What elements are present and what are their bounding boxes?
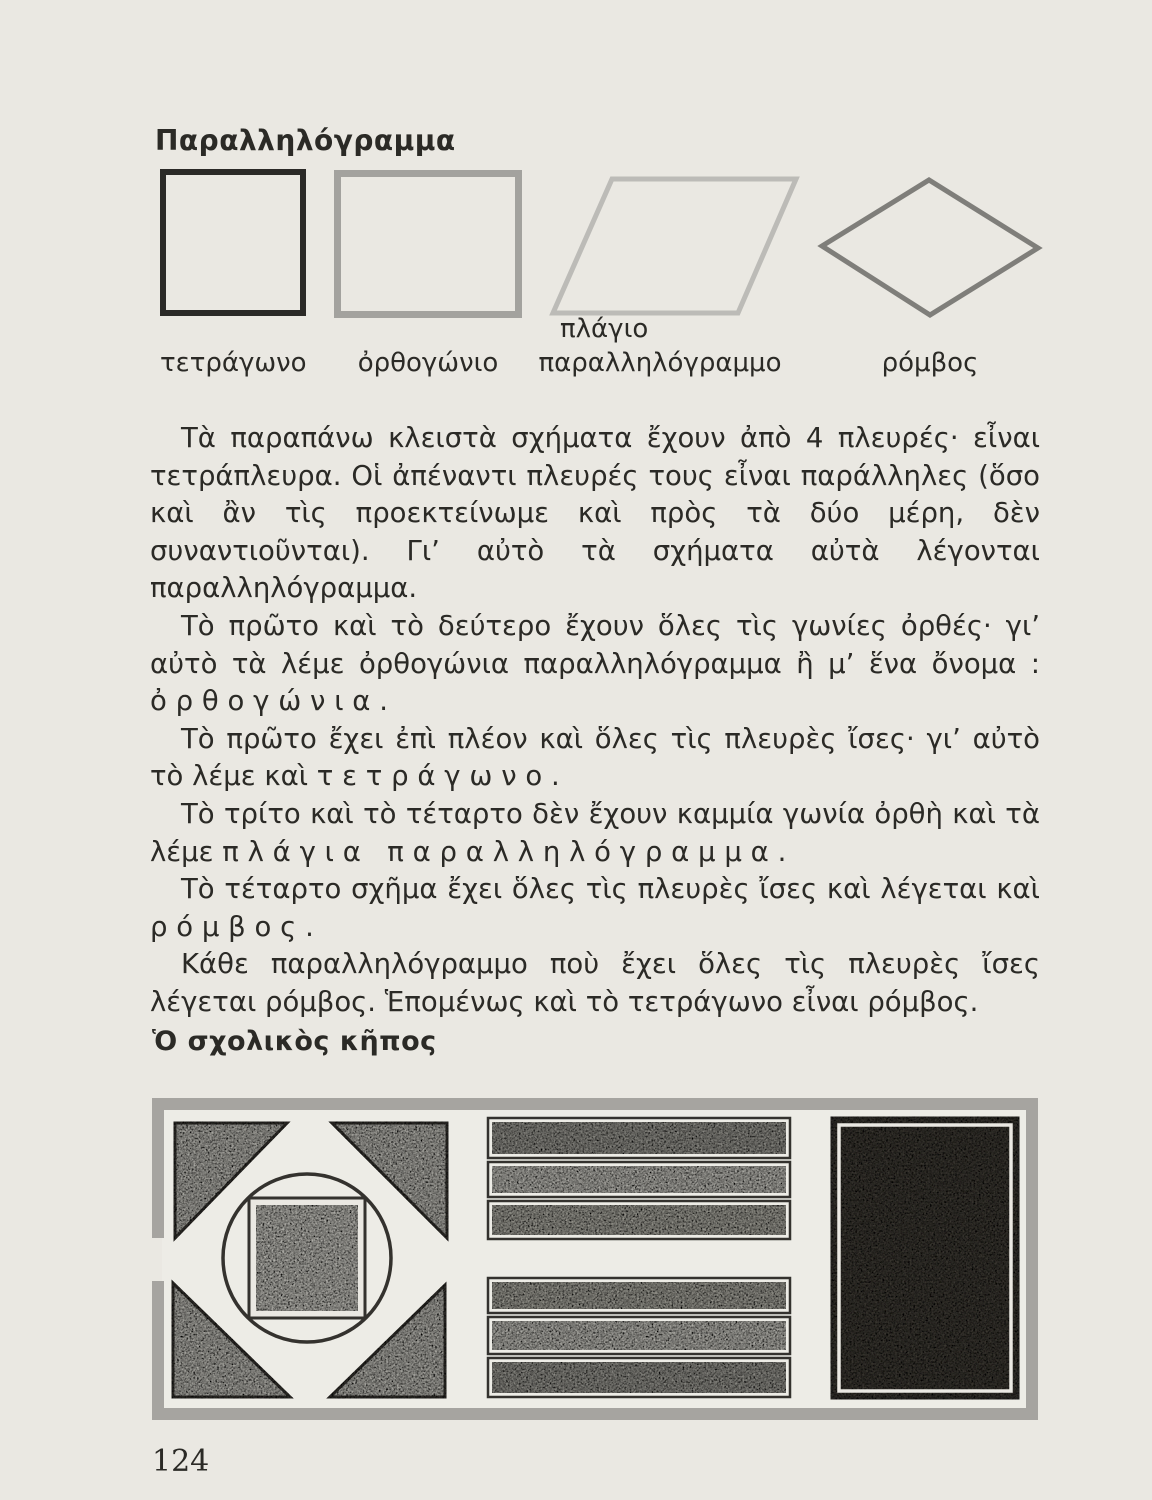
dark-plot [832,1118,1018,1398]
rhombus-label: ρόμβος [881,348,979,378]
rhombus-figure [817,175,1043,320]
parallelogram-outline [553,179,796,313]
garden-frame-top [152,1098,1038,1110]
square-outline [163,172,303,313]
paragraph [150,871,1040,946]
square-label: τετράγωνο [160,348,307,378]
emphasized-term: τετράγωνο [316,760,551,793]
paragraph [150,608,1040,721]
parallelogram-figure [548,175,800,317]
emphasized-term: πλάγια παραλληλόγραμμα [222,835,778,868]
garden-frame-left-lower [152,1281,164,1420]
body-text [150,420,1040,1022]
paragraph-text: Τὰ παραπάνω κλειστὰ σχήματα ἔχουν ἀπὸ 4 πλευρές· εἶναι τετράπλευρα. Οἱ ἀπέναντι πλευρές τους εἶναι παράλληλες (ὅσο καὶ ἂν τὶς προεκτείνωμε καὶ πρὸς τὰ δύο μέρη, δὲν συναντιοῦνται). Γι’ αὐτὸ τὰ σχήματα αὐτὰ λέγονται παραλληλόγραμμα. [150,422,1040,605]
paragraph [150,946,1040,1021]
paragraph-text: Τὸ πρῶτο καὶ τὸ δεύτερο ἔχουν ὅλες τὶς γωνίες ὀρθές· γι’ αὐτὸ τὰ λέμε ὀρθογώνια παραλληλόγραμμα ἢ μ’ ἕνα ὄνομα : [150,609,1040,680]
rhombus-outline [822,180,1038,315]
emphasized-term: ὀρθογώνια [150,685,380,718]
parallelogram-label-line1: πλάγιο [560,314,649,344]
garden-frame-left-upper [152,1098,164,1238]
strip-bed-fill [492,1122,786,1154]
garden-illustration [152,1098,1038,1420]
strip-beds-upper [488,1118,790,1239]
paragraph-text: Κάθε παραλληλόγραμμο ποὺ ἔχει ὅλες τὶς πλευρὲς ἴσες λέγεται ρόμβος. Ἑπομένως καὶ τὸ τετράγωνο εἶναι ρόμβος. [150,948,1040,1018]
paragraph-text: Τὸ πρῶτο ἔχει ἐπὶ πλέον καὶ ὅλες τὶς πλευρὲς ἴσες· γι’ αὐτὸ τὸ λέμε καὶ [150,722,1040,793]
paragraph-text: . [305,910,314,943]
garden-frame-right [1026,1098,1038,1420]
paragraph [150,420,1040,608]
paragraph-text: . [777,835,787,868]
strip-bed-fill [492,1166,786,1193]
paragraph [150,721,1040,796]
page-number: 124 [152,1444,210,1479]
strip-bed-fill [492,1362,786,1393]
parallelogram-label-line2: παραλληλόγραμμο [538,348,782,378]
rectangle-outline [338,174,519,315]
strip-bed-fill [492,1282,786,1309]
square-figure [160,169,306,316]
rectangle-figure [334,170,522,318]
rectangle-label: ὀρθογώνιο [357,348,499,378]
paragraph-text: . [551,760,560,793]
square-bed-fill [256,1205,358,1311]
strip-bed-fill [492,1205,786,1235]
garden-frame-bottom [152,1408,1038,1420]
strip-beds-lower [488,1278,790,1397]
paragraph-text: . [379,685,388,718]
strip-bed-fill [492,1321,786,1350]
page-title: Παραλληλόγραμμα [155,124,456,157]
paragraph-text: Τὸ τρίτο καὶ τὸ τέταρτο δὲν ἔχουν καμμία γωνία ὀρθὴ καὶ τὰ λέμε [150,797,1040,868]
garden-heading: Ὁ σχολικὸς κῆπος [152,1026,437,1057]
emphasized-term: ρόμβος [150,910,306,943]
paragraph-text: Τὸ τέταρτο σχῆμα ἔχει ὅλες τὶς πλευρὲς ἴσες καὶ λέγεται καὶ [181,873,1040,906]
paragraph [150,796,1040,871]
